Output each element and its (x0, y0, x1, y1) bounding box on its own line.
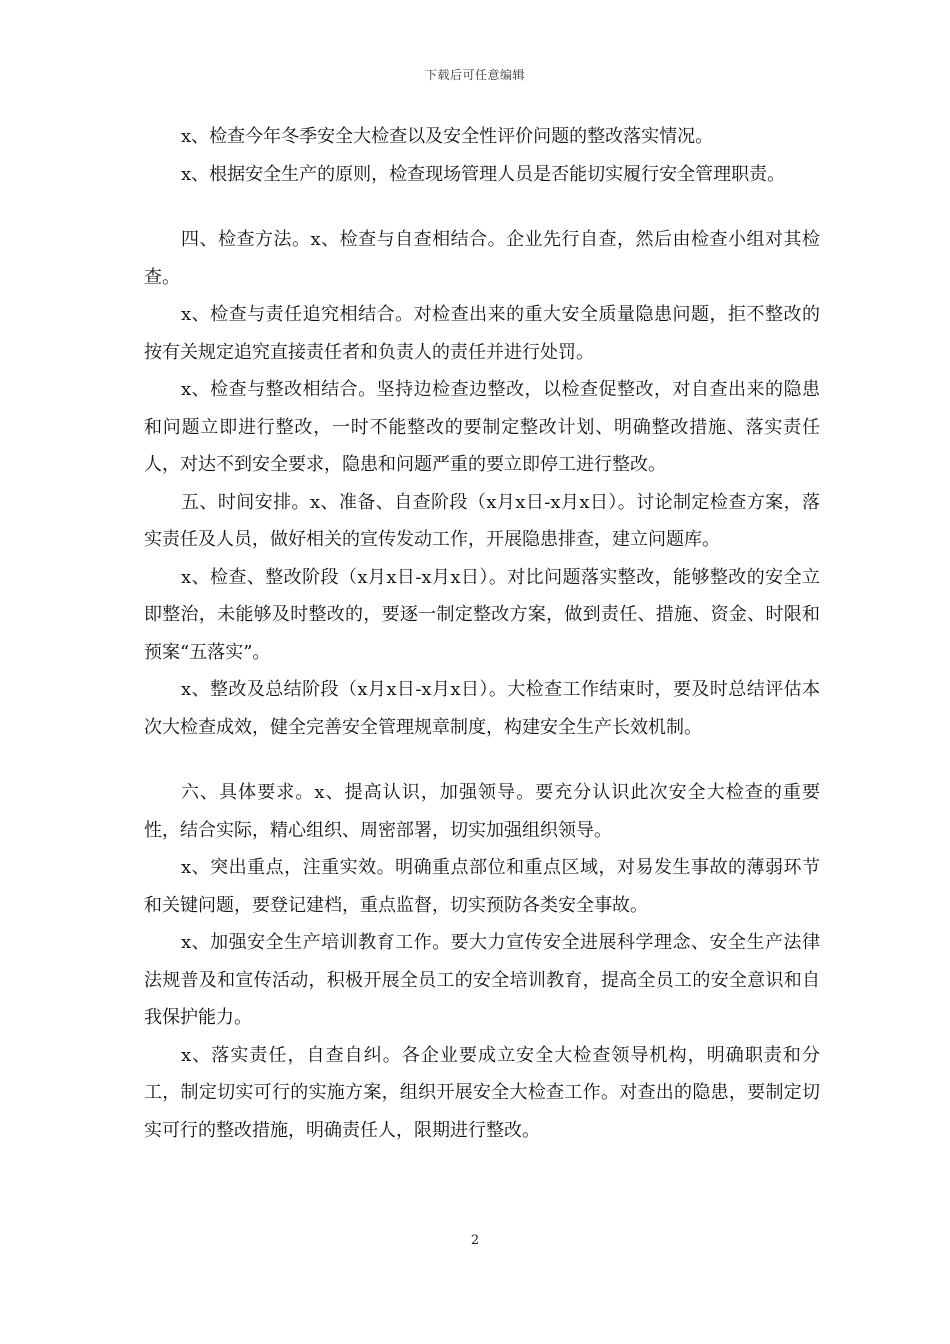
paragraph-section-five-schedule: 五、时间安排。x、准备、自查阶段（x月x日-x月x日）。讨论制定检查方案，落实责任及人员，做好相关的宣传发动工作，开展隐患排查，建立问题库。 (144, 491, 820, 550)
paragraph-requirement-responsibility: x、落实责任，自查自纠。各企业要成立安全大检查领导机构，明确职责和分工，制定切实可行的实施方案，组织开展安全大检查工作。对查出的隐患，要制定切实可行的整改措施，明确责任人，限期进行整改。 (144, 1044, 820, 1141)
paragraph-schedule-summary-stage: x、整改及总结阶段（x月x日-x月x日）。大检查工作结束时，要及时总结评估本次大检查成效，健全完善安全管理规章制度，构建安全生产长效机制。 (144, 679, 820, 738)
paragraph-inspection-accountability: x、检查与责任追究相结合。对检查出来的重大安全质量隐患问题，拒不整改的按有关规定追究直接责任者和负责人的责任并进行处罚。 (144, 304, 820, 363)
page-header: 下载后可任意编辑 (424, 68, 525, 82)
paragraph-inspection-managers: x、根据安全生产的原则，检查现场管理人员是否能切实履行安全管理职责。 (181, 163, 786, 185)
paragraph-requirement-training: x、加强安全生产培训教育工作。要大力宣传安全进展科学理念、安全生产法律法规普及和宣传活动，积极开展全员工的安全培训教育，提高全员工的安全意识和自我保护能力。 (144, 932, 820, 1028)
paragraph-inspection-rectification: x、检查与整改相结合。坚持边检查边整改，以检查促整改，对自查出来的隐患和问题立即进行整改，一时不能整改的要制定整改计划、明确整改措施、落实责任人，对达不到安全要求，隐患和问题严重的要立即停工进行整改。 (144, 379, 820, 475)
document-body (144, 118, 820, 1149)
paragraph-schedule-rectify-stage: x、检查、整改阶段（x月x日-x月x日）。对比问题落实整改，能够整改的安全立即整治，未能够及时整改的，要逐一制定整改方案，做到责任、措施、资金、时限和预案“五落实”。 (144, 566, 820, 663)
paragraph-section-four-methods: 四、检查方法。x、检查与自查相结合。企业先行自查，然后由检查小组对其检查。 (144, 229, 820, 288)
paragraph-inspection-winter: x、检查今年冬季安全大检查以及安全性评价问题的整改落实情况。 (181, 126, 714, 147)
paragraph-requirement-focus: x、突出重点，注重实效。明确重点部位和重点区域，对易发生事故的薄弱环节和关键问题，要登记建档，重点监督，切实预防各类安全事故。 (144, 857, 820, 916)
paragraph-section-six-requirements: 六、具体要求。x、提高认识，加强领导。要充分认识此次安全大检查的重要性，结合实际，精心组织、周密部署，切实加强组织领导。 (144, 782, 820, 841)
page-number: 2 (470, 1233, 480, 1248)
